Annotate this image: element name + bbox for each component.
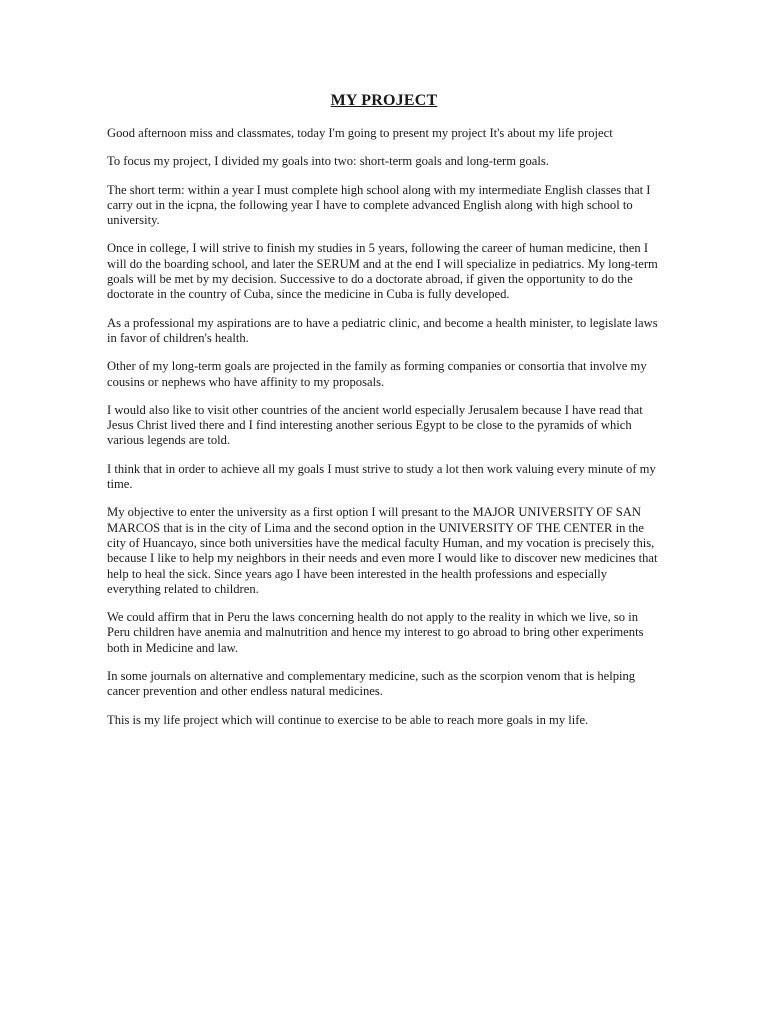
paragraph-closing: This is my life project which will continue to exercise to be able to reach more goals in my life. <box>107 712 589 727</box>
paragraph-university: My objective to enter the university as a first option I will presant to the MAJOR UNIVERSITY OF SAN MARCOS that is in the city of Lima and the second option in the UNIVERSITY OF THE CENTER in the city of Huancayo, since both universities have the medical faculty Human, and my vocation is precisely this, because I like to help my neighbors in their needs and even more I would like to discover new medicines that help to heal the sick. Since years ago I have been interested in the health professions and especially everything related to children. <box>107 505 658 596</box>
paragraph-peru-laws: We could affirm that in Peru the laws concerning health do not apply to the reality in which we live, so in Peru children have anemia and malnutrition and hence my interest to go abroad to bring other experiments both in Medicine and law. <box>107 610 644 655</box>
document-body <box>107 126 663 741</box>
document-title: MY PROJECT <box>330 92 438 109</box>
paragraph-study: I think that in order to achieve all my goals I must strive to study a lot then work valuing every minute of my time. <box>107 461 656 492</box>
paragraph-college: Once in college, I will strive to finish my studies in 5 years, following the career of human medicine, then I will do the boarding school, and later the SERUM and at the end I will specialize in pediatrics. My long-term goals will be met by my decision. Successive to do a doctorate abroad, if given the opportunity to do the doctorate in the country of Cuba, since the medicine in Cuba is fully developed. <box>107 241 658 302</box>
paragraph-family: Other of my long-term goals are projected in the family as forming companies or consortia that involve my cousins or nephews who have affinity to my proposals. <box>107 359 647 389</box>
paragraph-goals-overview: To focus my project, I divided my goals into two: short-term goals and long-term goals. <box>107 154 549 169</box>
paragraph-professional: As a professional my aspirations are to have a pediatric clinic, and become a health minister, to legislate laws in favor of children's health. <box>107 315 658 345</box>
paragraph-short-term: The short term: within a year I must complete high school along with my intermediate English classes that I carry out in the icpna, the following year I have to complete advanced English along with high school to university. <box>107 182 651 228</box>
paragraph-travel: I would also like to visit other countries of the ancient world especially Jerusalem because I have read that Jesus Christ lived there and I find interesting another serious Egypt to be close to the pyramids of which various legends are told. <box>107 402 643 448</box>
paragraph-greeting: Good afternoon miss and classmates, today I'm going to present my project It's about my life project <box>107 126 613 140</box>
paragraph-journals: In some journals on alternative and complementary medicine, such as the scorpion venom that is helping cancer prevention and other endless natural medicines. <box>107 669 636 699</box>
